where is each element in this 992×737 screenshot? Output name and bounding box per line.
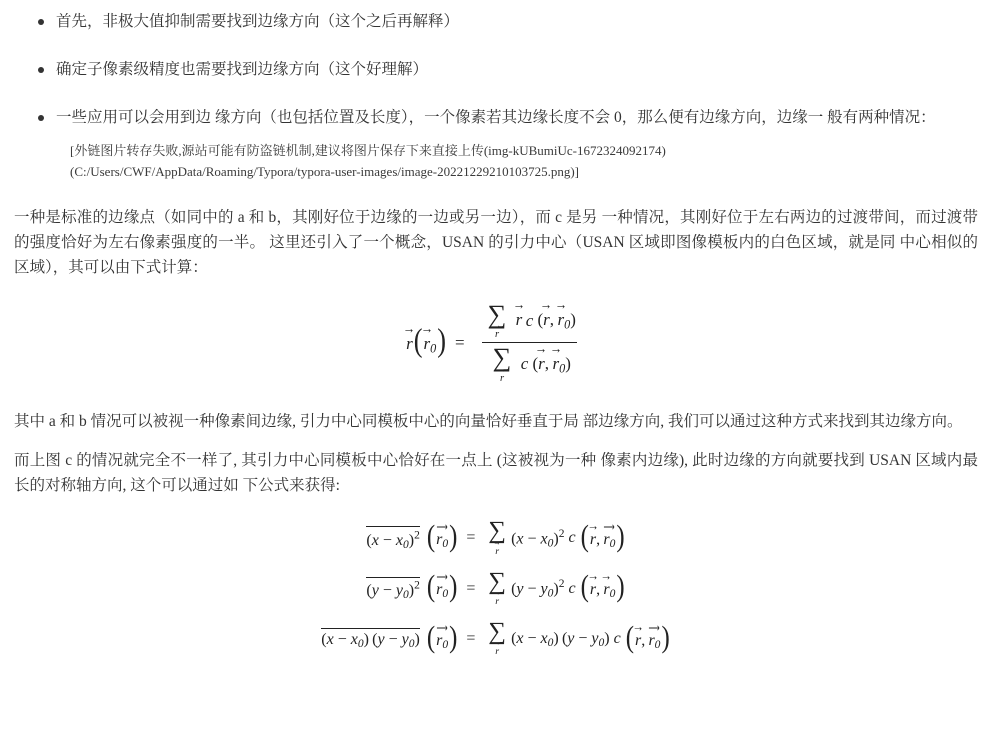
equation-moment-xy: $(x - x_0)$ $(y - y_0)$ ($r_0$ ⟶) = ∑ r → $(x - x_0)$ $(y - y_0)$ c (r →, $r_0$ ⟶) xyxy=(14,621,978,657)
list-item xyxy=(38,10,978,34)
summation-icon: ∑ r → xyxy=(488,571,506,607)
list-item xyxy=(38,106,978,182)
paragraph-1: 一种是标准的边缘点（如同中的 a 和 b，其刚好位于边缘的一边或另一边），而 c 是另 一种情况，其刚好位于左右两边的过渡带间，而过渡带的强度恰好为左右像素强度的一半。 这里还引入了一个概念，USAN 的引力中心（USAN 区域即图像模板内的白色区域，就是同 中心相似的区域），其可以由下式计算： xyxy=(14,209,978,276)
equation-centroid: $r \to(r \to_0)$ = ∑ r → r → c (r →, $r \to_0$) ∑ r → c (r →, $r \to_0$) xyxy=(14,303,978,384)
equation-moment-xx: $(x - x_0)^2$ ($r_0$ ⟶) = ∑ r → $(x - x_0)^2$ c (r →, $r_0$ ⟶) xyxy=(14,520,978,556)
overline-group: $(y - y_0)^2$ xyxy=(366,577,419,602)
summation-icon: ∑ r → xyxy=(488,303,507,341)
broken-image-note-line-2: (C:/Users/CWF/AppData/Roaming/Typora/typora-user-images/image-20221229210103725.png)] xyxy=(70,164,579,180)
list-item xyxy=(38,58,978,82)
bullet-list xyxy=(14,10,978,182)
summation-icon: ∑ r → xyxy=(488,520,506,556)
paragraph-3: 而上图 c 的情况就完全不一样了, 其引力中心同模板中心恰好在一点上 (这被视为一种 像素内边缘), 此时边缘的方向就要找到 USAN 区域内最长的对称轴方向, 这个可以通过如 下公式来获得: xyxy=(14,451,978,494)
overline-group: $(x - x_0)$ $(y - y_0)$ xyxy=(321,628,420,650)
bullet-text-2: 确定子像素级精度也需要找到边缘方向（这个好理解） xyxy=(56,61,429,79)
broken-image-note xyxy=(70,140,978,182)
equation-moments xyxy=(14,517,978,658)
vector-r-symbol: r → xyxy=(406,332,413,354)
broken-image-note-line-1: [外链图片转存失败,源站可能有防盗链机制,建议将图片保存下来直接上传(img-kUBumiUc-1672324092174) xyxy=(70,143,666,159)
equals-sign: = xyxy=(455,333,465,353)
summation-icon: ∑ r → xyxy=(488,621,506,657)
equation-moment-yy: $(y - y_0)^2$ ($r_0$ ⟶) = ∑ r → $(y - y_0)^2$ c (r →, $r \to_0$) xyxy=(14,571,978,607)
fraction-centroid: ∑ r → r → c (r →, $r \to_0$) ∑ r → c (r →, $r \to_0$) xyxy=(477,303,582,384)
paragraph-2: 其中 a 和 b 情况可以被视一种像素间边缘, 引力中心同模板中心的向量恰好垂直于局 部边缘方向, 我们可以通过这种方式来找到其边缘方向。 xyxy=(14,412,963,430)
summation-icon: ∑ r → xyxy=(493,346,512,384)
bullet-text-3: 一些应用可以会用到边 缘方向（也包括位置及长度），一个像素若其边缘长度不会 0，那么便有边缘方向，边缘一 般有两种情况： xyxy=(56,109,936,127)
bullet-text-1: 首先，非极大值抑制需要找到边缘方向（这个之后再解释） xyxy=(56,13,460,30)
overline-group: $(x - x_0)^2$ xyxy=(366,526,419,551)
